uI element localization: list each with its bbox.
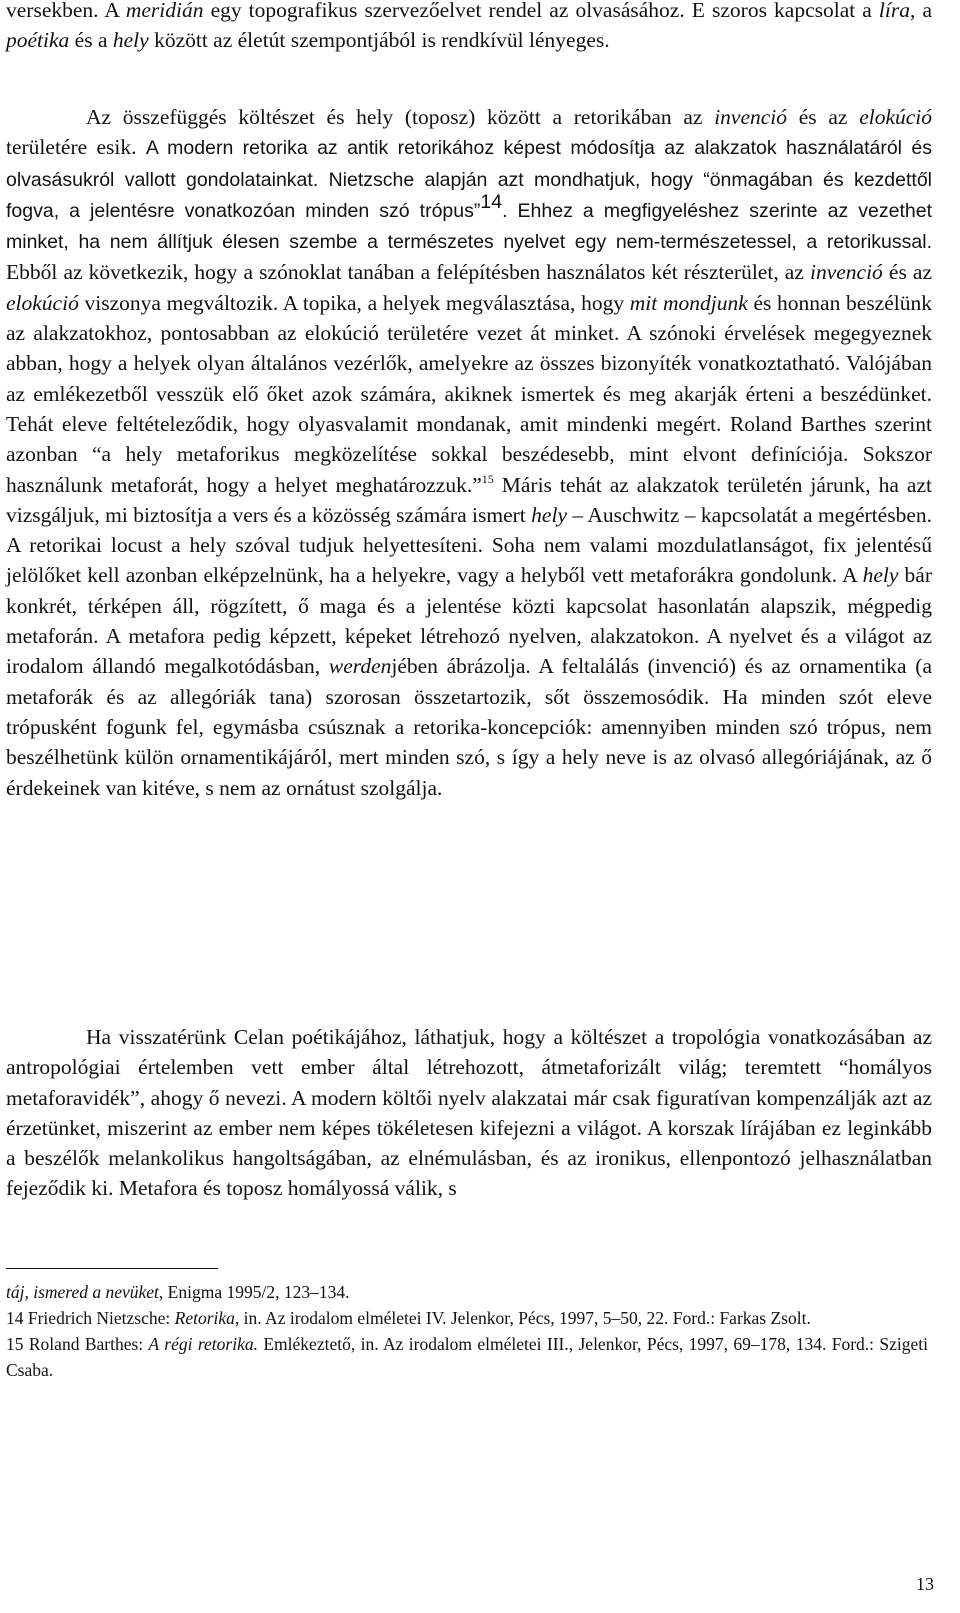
footnote-ref-15[interactable]: 15 bbox=[481, 471, 494, 486]
paragraph-3 bbox=[6, 1022, 932, 1204]
sans-text-span: A modern retorika az antik retorikához képest módosítja az alakzatok használatáról és olvasásukról vallott gondolatainkat. Nietzsche alapján azt mondhatjuk, hogy “önmagában és kezdettől fogva, a jelentésre vonatkozóan minden szó trópus” bbox=[6, 137, 932, 222]
text-span: egy topografikus szervezőelvet rendel az olvasásához. E szoros kapcsolat a bbox=[203, 0, 879, 22]
text-span: és a bbox=[69, 28, 113, 53]
footnote-text: , Enigma 1995/2, 123–134. bbox=[158, 1282, 350, 1302]
sans-text-span: . Ehhez a megfigyeléshez szerinte az vezethet minket, ha nem állítjuk élesen szembe a természetes nyelvet egy nem-természetessel, a retorikussal. bbox=[6, 199, 932, 254]
footnote-text: 14 Friedrich Nietzsche: bbox=[6, 1308, 175, 1328]
footnote-text: , in. Az irodalom elméletei IV. Jelenkor, Pécs, 1997, 5–50, 22. Ford.: Farkas Zsolt. bbox=[234, 1308, 811, 1328]
text-span: viszonya megváltozik. A topika, a helyek megválasztása, hogy bbox=[78, 290, 630, 315]
footnote-text: 15 Roland Barthes: bbox=[6, 1334, 149, 1354]
text-span: versekben. A bbox=[6, 0, 126, 22]
text-span: Ha visszatérünk Celan poétikájához, láthatjuk, hogy a költészet a tropológia vonatkozásában az antropológiai értelemben vett ember által létrehozott, átmetaforizált világ; teremtett “homályos metaforavidék”, ahogy ő nevezi. A modern költői nyelv alakzatai már csak figuratívan kompenzálják azt az érzetünket, miszerint az ember nem képes tökéletesen kifejezni a világot. A korszak lírájában ez leginkább a beszélők melankolikus hangoltságában, az elnémulásban, és az ironikus, ellenpontozó jelhasználatban fejeződik ki. Metafora és toposz homályossá válik, s bbox=[6, 1025, 932, 1201]
italic-term: elokúció bbox=[859, 105, 933, 129]
text-span: , a bbox=[910, 0, 932, 22]
italic-term: meridián bbox=[125, 0, 204, 22]
page-number: 13 bbox=[916, 1574, 934, 1594]
italic-term: poétika bbox=[6, 28, 70, 53]
text-span: Ebből az következik, hogy a szónoklat tanában a felépítésben használatos két részterület, az bbox=[6, 260, 810, 285]
italic-term: hely bbox=[862, 563, 899, 588]
text-span: és honnan beszélünk az alakzatokhoz, pontosabban az elokúció területére vezet át minket. A szónoki érvelések megegyeznek abban, hogy a helyek olyan általános vezérlők, amelyekre az összes bizonyíték vonatkoztatható. Valójában az emlékezetből vesszük elő őket azok számára, akiknek ismertek és meg akarják érteni a beszédünket. Tehát eleve feltételeződik, hogy olyasvalamit mondanak, amit mindenki megért. Roland Barthes szerint azonban “a hely metaforikus megközelítése sokkal beszédesebb, mint elvont definíciója. Sokszor használunk metaforát, hogy a helyet meghatározzuk.” bbox=[6, 290, 932, 497]
italic-title: Retorika bbox=[174, 1308, 235, 1328]
italic-term: mit mondjunk bbox=[629, 290, 748, 315]
footnotes bbox=[6, 1279, 928, 1383]
text-span: és az bbox=[787, 105, 860, 129]
text-span: Az összefüggés költészet és hely (toposz) között a retorikában az bbox=[86, 105, 715, 129]
italic-title: A régi retorika. bbox=[148, 1334, 258, 1354]
italic-term: hely bbox=[531, 502, 567, 527]
italic-term: invenció bbox=[809, 260, 883, 285]
footnote-text: Emlékeztető, in. Az irodalom elméletei III., Jelenkor, Pécs, 1997, 69–178, 134. Ford.: Szigeti Csaba. bbox=[6, 1334, 928, 1380]
footnote-continuation bbox=[6, 1279, 928, 1305]
text-span: jében ábrázolja. A feltalálás (invenció) és az ornamentika (a metaforák és az allegóriák tana) szorosan összetartozik, sőt összemosódik. Ha minden szót eleve trópusként fogunk fel, egymásba csúsznak a retorika-koncepciók: amennyiben minden szó trópus, nem beszélhetünk külön ornamentikájáról, mert minden szó, s így a hely neve is az olvasó allegóriájának, az ő érdekeinek van kitéve, s nem az ornátust szolgálja. bbox=[6, 654, 932, 800]
paragraph-1 bbox=[6, 0, 932, 56]
paragraph-2 bbox=[6, 102, 932, 803]
italic-term: invenció bbox=[714, 105, 788, 129]
footnote-ref-14[interactable]: 14 bbox=[480, 190, 503, 213]
italic-term: líra bbox=[878, 0, 910, 22]
italic-term: elokúció bbox=[6, 290, 79, 315]
text-span: – Auschwitz – kapcsolatát a megértésben. A retorikai locust a hely szóval tudjuk helyettesíteni. Soha nem valami mozdulatlanságot, fix jelentésű jelölőket kell azonban elképzelnünk, ha a helyekre, vagy a helyből vett metaforákra gondolunk. A bbox=[6, 502, 932, 588]
italic-term: hely bbox=[112, 28, 149, 53]
text-span: Máris tehát az alakzatok területén járunk, ha azt vizsgáljuk, mi biztosítja a vers és a közösség számára ismert bbox=[6, 472, 932, 527]
italic-title: táj, ismered a nevüket bbox=[6, 1282, 159, 1302]
text-span: között az életút szempontjából is rendkívül lényeges. bbox=[148, 28, 610, 53]
footnote-separator bbox=[6, 1268, 218, 1269]
italic-term: werden bbox=[328, 654, 392, 679]
text-span: és az bbox=[882, 260, 933, 285]
text-span: bár konkrét, térképen áll, rögzített, ő maga és a jelentése közti kapcsolat hasonlatán alapszik, mégpedig metaforán. A metafora pedig képzett, képeket létrehozó nyelven, alakzatokon. A nyelvet és a világot az irodalom állandó megalkotódásban, bbox=[6, 563, 932, 679]
text-span: területére esik. bbox=[6, 135, 146, 160]
footnote-14 bbox=[6, 1305, 928, 1331]
footnote-15 bbox=[6, 1331, 928, 1383]
